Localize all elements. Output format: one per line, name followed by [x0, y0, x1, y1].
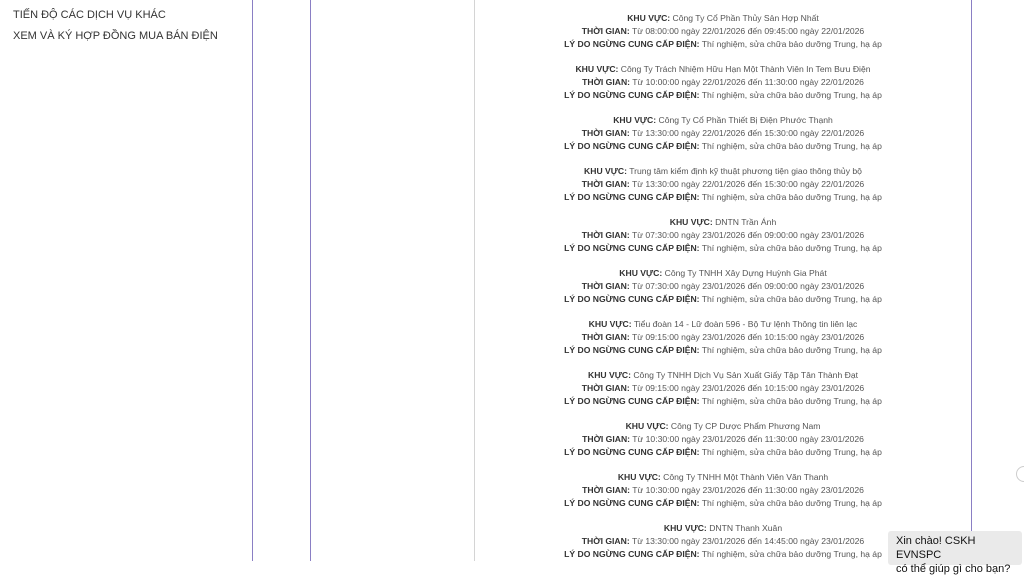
outage-reason-row — [475, 446, 971, 459]
outage-reason-row — [475, 38, 971, 51]
outage-time-row — [475, 127, 971, 140]
outage-reason-value: Thí nghiệm, sửa chữa bảo dưỡng Trung, hạ áp — [701, 293, 882, 304]
outage-reason-value: Thí nghiệm, sửa chữa bảo dưỡng Trung, hạ áp — [701, 344, 882, 355]
outage-area-label: KHU VỰC: — [625, 421, 669, 431]
outage-area-label: KHU VỰC: — [588, 370, 631, 380]
outage-time-label: THỜI GIAN: — [581, 535, 630, 546]
outage-entry — [475, 318, 971, 356]
outage-reason-label: LÝ DO NGỪNG CUNG CẤP ĐIỆN: — [564, 140, 700, 151]
outage-time-label: THỜI GIAN: — [581, 229, 630, 240]
outage-area-row — [475, 12, 971, 25]
outage-area-row — [475, 267, 971, 280]
outage-time-label: THỜI GIAN: — [581, 280, 630, 291]
outage-time-value: Từ 08:00:00 ngày 22/01/2026 đến 09:45:00 ngày 22/01/2026 — [631, 25, 865, 36]
outage-reason-row — [475, 344, 971, 357]
outage-area-label: KHU VỰC: — [663, 523, 707, 533]
outage-reason-value: Thí nghiệm, sửa chữa bảo dưỡng Trung, hạ áp — [701, 497, 882, 508]
outage-time-row — [475, 331, 971, 344]
outage-time-row — [475, 382, 971, 395]
chat-greeting-line1: Xin chào! CSKH EVNSPC — [896, 535, 976, 561]
outage-reason-label: LÝ DO NGỪNG CUNG CẤP ĐIỆN: — [564, 38, 700, 49]
outage-time-row — [475, 76, 971, 89]
outage-area-row — [475, 165, 971, 178]
outage-area-value: Công Ty TNHH Một Thành Viên Văn Thanh — [663, 472, 829, 482]
outage-notice-panel — [474, 0, 972, 561]
outage-entry — [475, 114, 971, 152]
outage-reason-row — [475, 293, 971, 306]
outage-time-value: Từ 09:15:00 ngày 23/01/2026 đến 10:15:00 ngày 23/01/2026 — [631, 382, 865, 393]
outage-entry — [475, 267, 971, 305]
outage-time-value: Từ 10:30:00 ngày 23/01/2026 đến 11:30:00 ngày 23/01/2026 — [632, 433, 864, 444]
outage-reason-value: Thí nghiệm, sửa chữa bảo dưỡng Trung, hạ áp — [701, 395, 882, 406]
outage-area-label: KHU VỰC: — [584, 166, 627, 176]
outage-time-label: THỜI GIAN: — [582, 484, 631, 495]
outage-area-label: KHU VỰC: — [617, 472, 661, 482]
outage-area-row — [475, 369, 971, 382]
outage-time-row — [475, 484, 971, 497]
outage-area-value: DNTN Thanh Xuân — [709, 523, 783, 533]
slider-handle[interactable] — [1016, 466, 1024, 482]
outage-reason-label: LÝ DO NGỪNG CUNG CẤP ĐIỆN: — [564, 344, 700, 355]
outage-reason-row — [475, 497, 971, 510]
outage-reason-value: Thí nghiệm, sửa chữa bảo dưỡng Trung, hạ áp — [701, 38, 882, 49]
outage-area-value: Công Ty TNHH Dịch Vụ Sản Xuất Giấy Tập Tân Thành Đạt — [633, 370, 858, 380]
outage-time-row — [475, 178, 971, 191]
outage-area-value: Công Ty CP Dược Phẩm Phương Nam — [670, 421, 821, 431]
outage-time-label: THỜI GIAN: — [581, 382, 630, 393]
outage-reason-row — [475, 242, 971, 255]
outage-area-value: Công Ty Trách Nhiệm Hữu Hạn Một Thành Viên In Tem Bưu Điện — [620, 64, 871, 74]
outage-area-label: KHU VỰC: — [619, 268, 663, 278]
outage-area-row — [475, 114, 971, 127]
outage-area-row — [475, 471, 971, 484]
outage-area-value: DNTN Trần Ánh — [715, 217, 777, 227]
outage-area-value: Công Ty Cổ Phần Thiết Bị Điện Phước Thạnh — [658, 115, 833, 125]
outage-entry — [475, 216, 971, 254]
outage-reason-label: LÝ DO NGỪNG CUNG CẤP ĐIỆN: — [564, 446, 700, 457]
outage-time-value: Từ 07:30:00 ngày 23/01/2026 đến 09:00:00 ngày 23/01/2026 — [631, 280, 865, 291]
outage-reason-label: LÝ DO NGỪNG CUNG CẤP ĐIỆN: — [564, 242, 700, 253]
sidebar — [0, 0, 253, 561]
outage-area-label: KHU VỰC: — [613, 115, 657, 125]
outage-reason-value: Thí nghiệm, sửa chữa bảo dưỡng Trung, hạ áp — [701, 446, 882, 457]
outage-entry — [475, 165, 971, 203]
outage-time-value: Từ 13:30:00 ngày 22/01/2026 đến 15:30:00 ngày 22/01/2026 — [631, 127, 865, 138]
outage-reason-label: LÝ DO NGỪNG CUNG CẤP ĐIỆN: — [564, 497, 700, 508]
outage-time-value: Từ 13:30:00 ngày 22/01/2026 đến 15:30:00 ngày 22/01/2026 — [631, 178, 865, 189]
outage-area-row — [475, 420, 971, 433]
outage-time-label: THỜI GIAN: — [582, 433, 631, 444]
outage-reason-value: Thí nghiệm, sửa chữa bảo dưỡng Trung, hạ áp — [701, 140, 882, 151]
outage-reason-row — [475, 89, 971, 102]
outage-reason-label: LÝ DO NGỪNG CUNG CẤP ĐIỆN: — [564, 191, 700, 202]
outage-entry — [475, 63, 971, 101]
outage-area-label: KHU VỰC: — [669, 217, 713, 227]
outage-time-label: THỜI GIAN: — [582, 76, 631, 87]
outage-time-label: THỜI GIAN: — [581, 331, 630, 342]
outage-reason-value: Thí nghiệm, sửa chữa bảo dưỡng Trung, hạ áp — [701, 191, 882, 202]
outage-entry — [475, 369, 971, 407]
outage-time-label: THỜI GIAN: — [581, 127, 630, 138]
outage-time-value: Từ 07:30:00 ngày 23/01/2026 đến 09:00:00 ngày 23/01/2026 — [631, 229, 865, 240]
outage-entry — [475, 12, 971, 50]
outage-time-value: Từ 09:15:00 ngày 23/01/2026 đến 10:15:00 ngày 23/01/2026 — [631, 331, 865, 342]
outage-reason-value: Thí nghiệm, sửa chữa bảo dưỡng Trung, hạ áp — [701, 89, 882, 100]
outage-area-row — [475, 318, 971, 331]
outage-entry — [475, 420, 971, 458]
outage-time-value: Từ 10:00:00 ngày 22/01/2026 đến 11:30:00 ngày 22/01/2026 — [632, 76, 864, 87]
outage-entry — [475, 471, 971, 509]
chat-widget[interactable] — [888, 531, 1022, 575]
outage-time-row — [475, 25, 971, 38]
chat-greeting-line2: có thể giúp gì cho bạn? — [896, 563, 1011, 575]
outage-reason-label: LÝ DO NGỪNG CUNG CẤP ĐIỆN: — [564, 548, 700, 559]
outage-area-label: KHU VỰC: — [575, 64, 619, 74]
outage-area-label: KHU VỰC: — [588, 319, 632, 329]
outage-reason-row — [475, 191, 971, 204]
outage-area-label: KHU VỰC: — [627, 13, 671, 23]
outage-area-value: Tiểu đoàn 14 - Lữ đoàn 596 - Bộ Tư lệnh Thông tin liên lạc — [633, 319, 858, 329]
outage-reason-value: Thí nghiệm, sửa chữa bảo dưỡng Trung, hạ áp — [701, 548, 882, 559]
outage-time-label: THỜI GIAN: — [581, 25, 630, 36]
outage-area-value: Trung tâm kiểm định kỹ thuật phương tiện giao thông thủy bộ — [629, 166, 862, 176]
outage-area-value: Công Ty Cổ Phần Thủy Sản Hợp Nhất — [672, 13, 819, 23]
outage-time-value: Từ 10:30:00 ngày 23/01/2026 đến 11:30:00 ngày 23/01/2026 — [632, 484, 864, 495]
outage-time-value: Từ 13:30:00 ngày 23/01/2026 đến 14:45:00 ngày 23/01/2026 — [631, 535, 865, 546]
outage-time-row — [475, 280, 971, 293]
outage-area-row — [475, 216, 971, 229]
sidebar-link-view-sign-contract[interactable]: XEM VÀ KÝ HỢP ĐỒNG MUA BÁN ĐIỆN — [13, 30, 218, 42]
outage-reason-label: LÝ DO NGỪNG CUNG CẤP ĐIỆN: — [564, 293, 700, 304]
sidebar-link-other-services-progress[interactable]: TIẾN ĐỘ CÁC DỊCH VỤ KHÁC — [13, 9, 166, 21]
outage-reason-row — [475, 395, 971, 408]
outage-area-value: Công Ty TNHH Xây Dựng Huỳnh Gia Phát — [664, 268, 827, 278]
content-gutter — [253, 0, 311, 561]
outage-area-row — [475, 63, 971, 76]
outage-time-row — [475, 229, 971, 242]
outage-reason-label: LÝ DO NGỪNG CUNG CẤP ĐIỆN: — [564, 395, 700, 406]
outage-reason-row — [475, 140, 971, 153]
outage-time-label: THỜI GIAN: — [581, 178, 630, 189]
outage-reason-value: Thí nghiệm, sửa chữa bảo dưỡng Trung, hạ áp — [701, 242, 882, 253]
outage-time-row — [475, 433, 971, 446]
outage-reason-label: LÝ DO NGỪNG CUNG CẤP ĐIỆN: — [564, 89, 700, 100]
